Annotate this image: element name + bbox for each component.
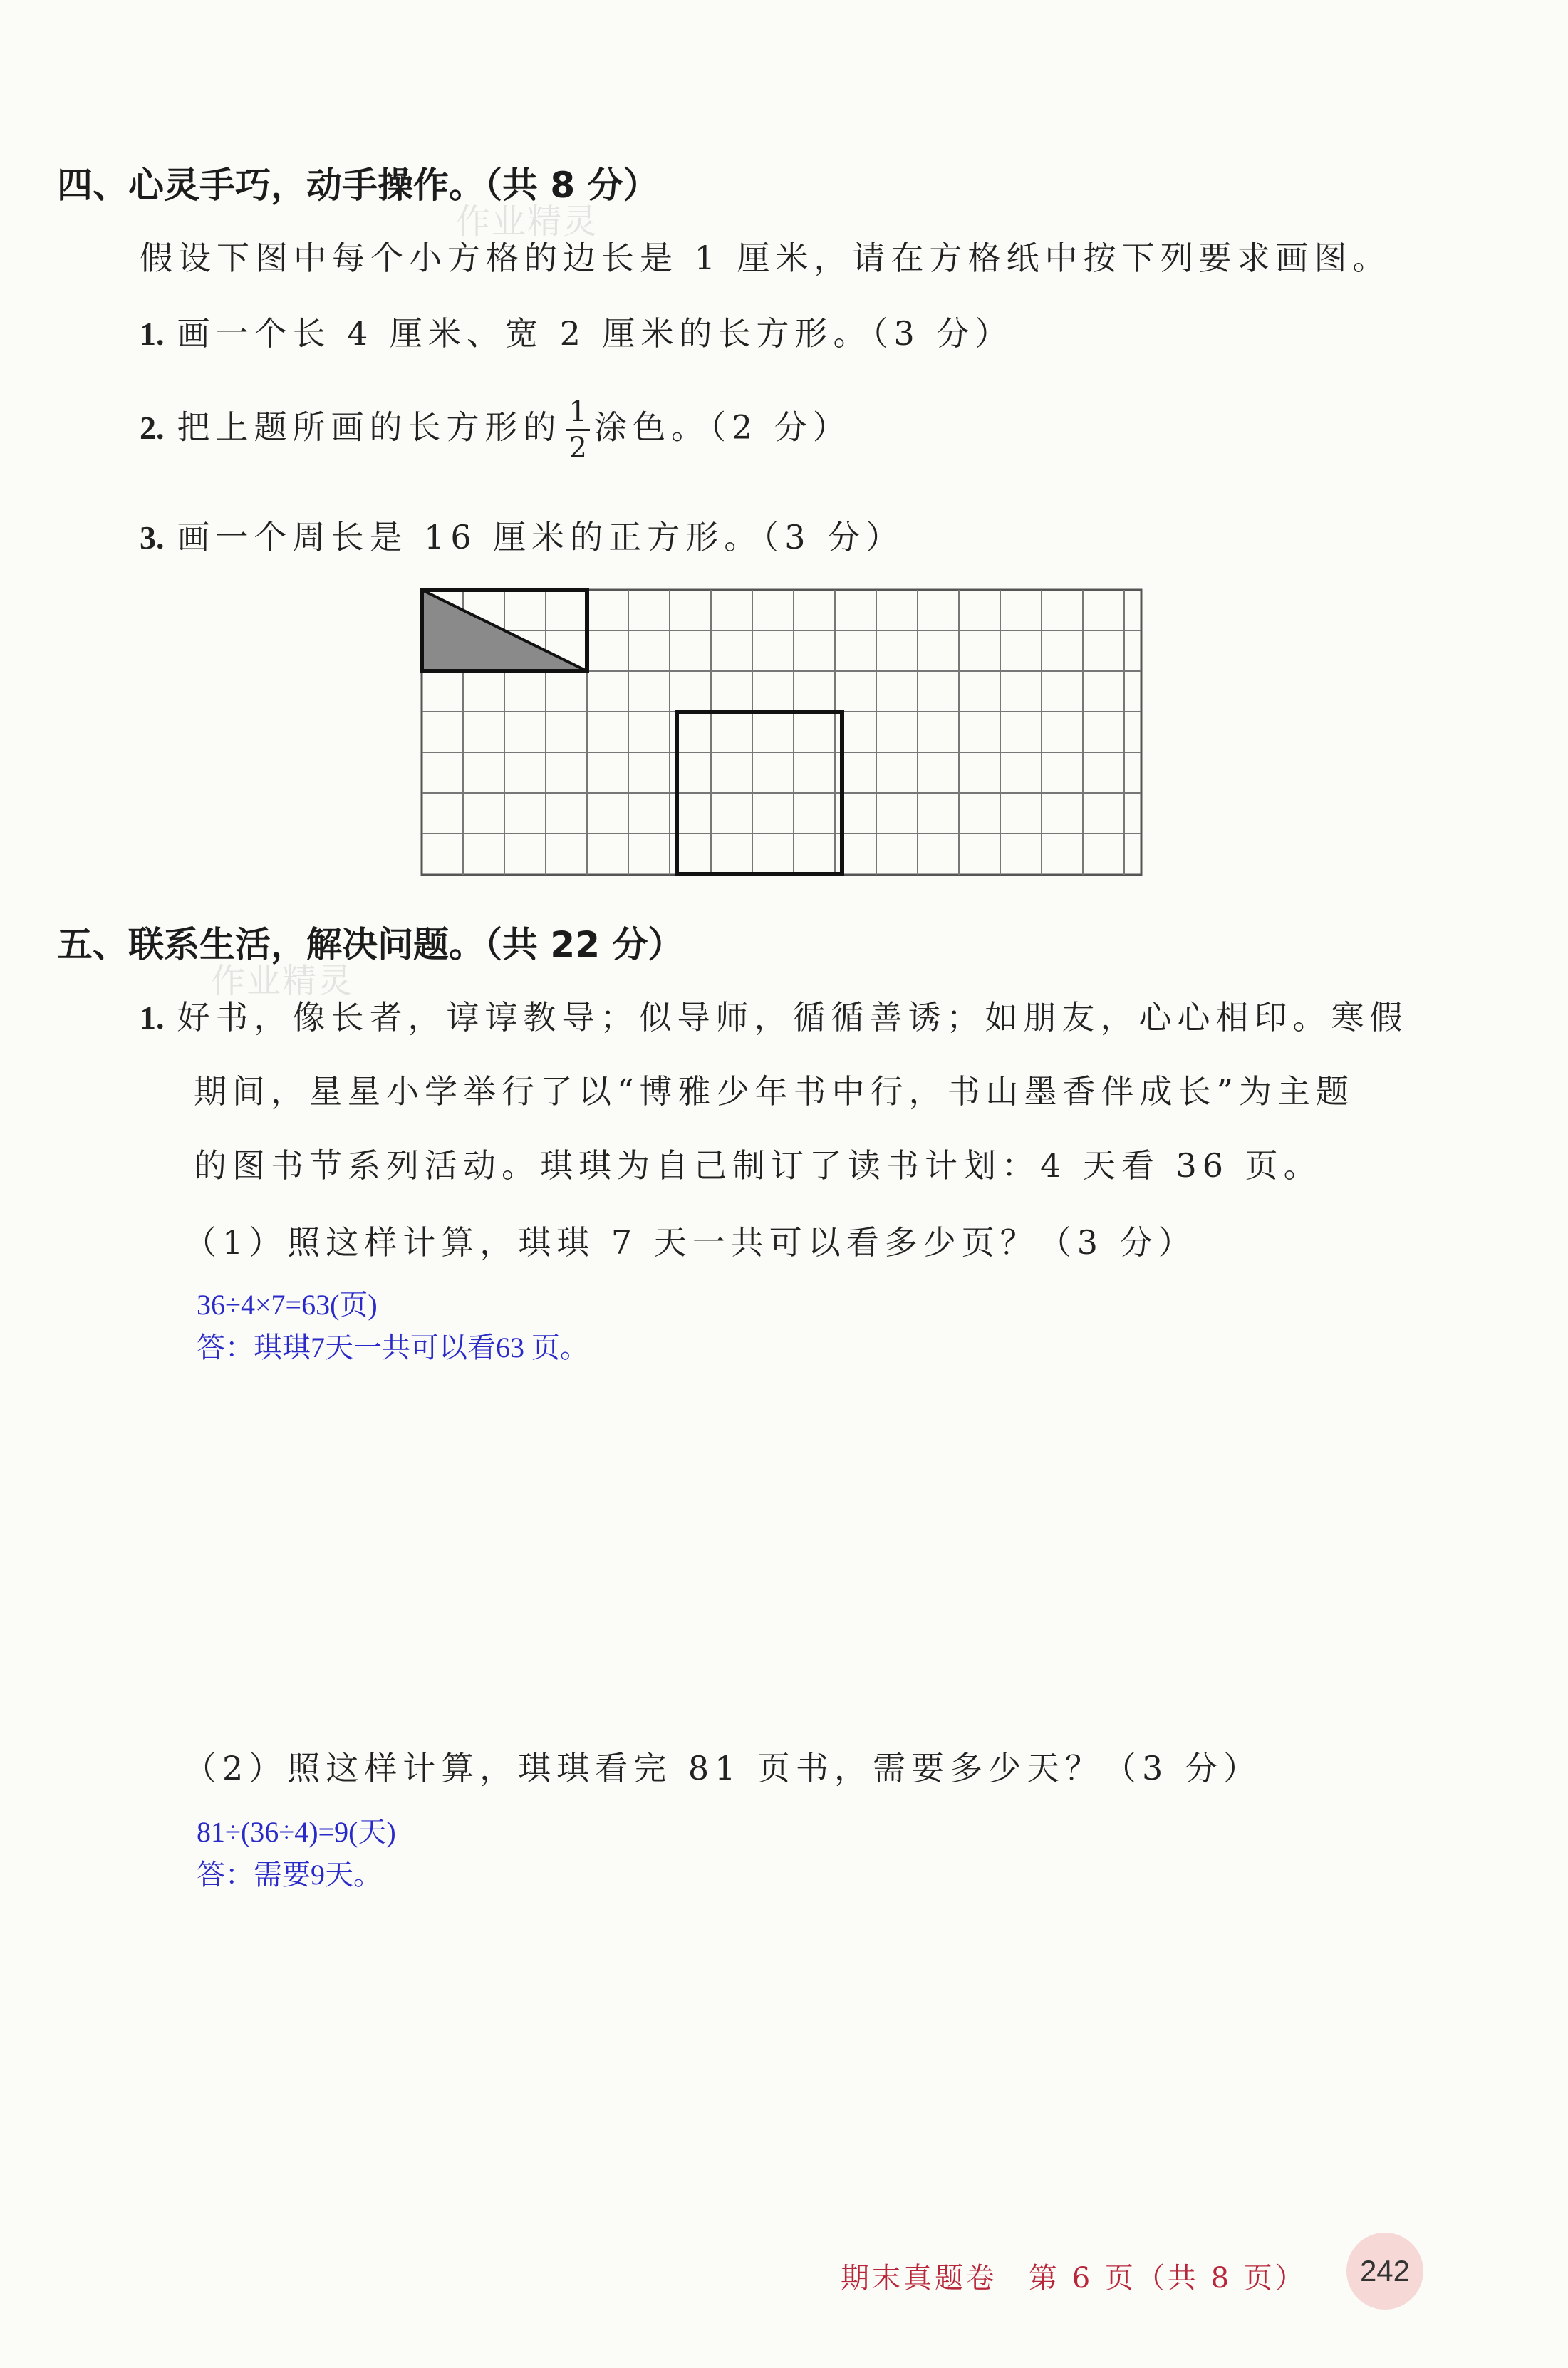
question-number: 3. <box>140 519 165 556</box>
question-number: 2. <box>140 409 165 446</box>
question-number: 1. <box>140 316 165 352</box>
question-text-pre: 把上题所画的长方形的 <box>177 407 562 447</box>
question-4-1 <box>140 308 1013 355</box>
question-text-post: 涂色。（2 分） <box>593 407 851 447</box>
answer-1-statement: 答：琪琪7天一共可以看63 页。 <box>197 1331 588 1364</box>
grid-paper <box>420 588 1147 881</box>
fraction-numerator: 1 <box>566 398 590 431</box>
section-5-title: 五、联系生活，解决问题。（共 22 分） <box>57 924 684 965</box>
sub-question-2: （2）照这样计算，琪琪看完 81 页书，需要多少天？（3 分） <box>184 1749 1262 1787</box>
answer-1-equation: 36÷4×7=63(页) <box>197 1289 378 1321</box>
question-text: 好书，像长者，谆谆教导；似导师，循循善诱；如朋友，心心相印。寒假 <box>177 998 1408 1037</box>
section-4-intro: 假设下图中每个小方格的边长是 1 厘米，请在方格纸中按下列要求画图。 <box>140 239 1391 277</box>
question-4-3 <box>140 511 904 559</box>
section-4-title: 四、心灵手巧，动手操作。（共 8 分） <box>57 165 659 206</box>
question-5-1-line-2: 期间，星星小学举行了以“博雅少年书中行，书山墨香伴成长”为主题 <box>194 1072 1355 1111</box>
sub-question-1: （1）照这样计算，琪琪 7 天一共可以看多少页？（3 分） <box>184 1223 1197 1262</box>
footer-label: 期末真题卷 第 6 页（共 8 页） <box>841 2262 1307 2295</box>
question-5-1-line-1 <box>140 992 1408 1039</box>
question-text: 画一个长 4 厘米、宽 2 厘米的长方形。（3 分） <box>177 314 1014 353</box>
answer-2-statement: 答：需要9天。 <box>197 1859 382 1891</box>
question-text: 画一个周长是 16 厘米的正方形。（3 分） <box>177 518 905 556</box>
question-4-2 <box>140 395 851 464</box>
fraction-denominator: 2 <box>568 432 587 464</box>
question-5-1-line-3: 的图书节系列活动。琪琪为自己制订了读书计划：4 天看 36 页。 <box>194 1146 1322 1185</box>
fraction <box>566 395 590 464</box>
grid-lines <box>422 590 1141 875</box>
answer-2-equation: 81÷(36÷4)=9(天) <box>197 1816 396 1848</box>
page-number: 242 <box>1359 2254 1411 2287</box>
page-number-badge <box>1346 2233 1423 2310</box>
watermark: 作业精灵 <box>211 961 354 1001</box>
watermark: 作业精灵 <box>456 202 599 242</box>
question-number: 1. <box>140 999 165 1036</box>
